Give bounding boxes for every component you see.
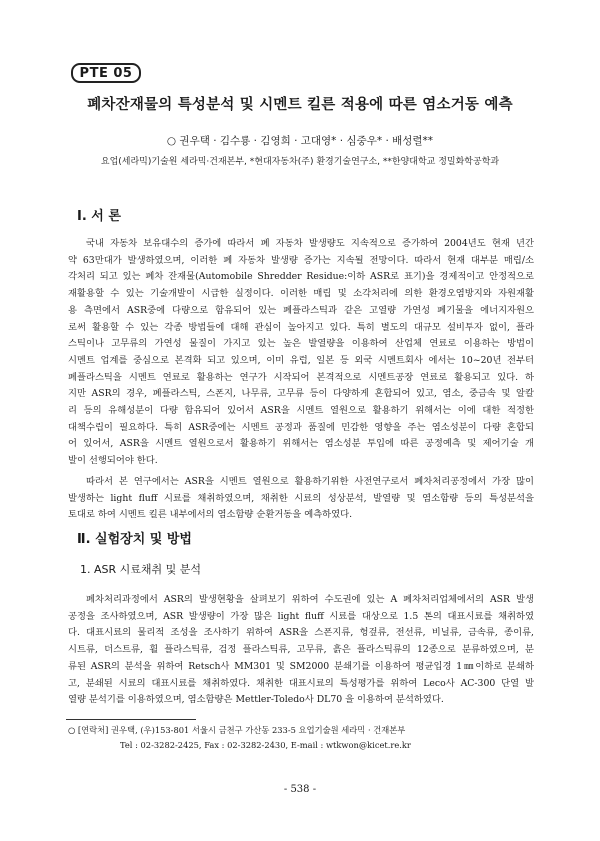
footnote-line: Tel : 02-3282-2425, Fax : 02-3282-2430, E-mail : wtkwon@kicet.re.kr (120, 739, 411, 750)
text-line: 스틱이나 고무류의 가연성 물질이 가지고 있는 높은 발열량을 이용하여 산업체 연료로 이용하는 방법이 (68, 338, 534, 350)
text-line: 따라서 본 연구에서는 ASR을 시멘트 열원으로 활용하기위한 사전연구로서 폐차처리공정에서 가장 많이 (86, 476, 534, 487)
text-line: 다. 대표시료의 물리적 조성을 조사하기 위하여 ASR을 스폰지류, 헝겊류, 전선류, 비닐류, 금속류, 종이류, (68, 627, 534, 639)
methods-paragraph-1 (68, 592, 534, 709)
text-line: 열량 분석기를 이용하였으며, 염소함량은 Mettler-Toledo사 DL70 을 이용하여 분석하였다. (68, 694, 444, 706)
text-line: 토대로 하여 시멘트 킬른 내부에서의 염소함량 순환거동을 예측하였다. (68, 509, 353, 521)
affiliation: 요업(세라믹)기술원 세라믹·건재본부, *현대자동차(주) 환경기술연구소, **한양대학교 정밀화학공학과 (100, 157, 500, 167)
intro-paragraph-1 (68, 236, 534, 470)
text-line: 약 63만대가 발생하였으며, 이러한 폐 자동차 발생량 증가는 지속될 전망이다. 따라서 현재 대부분 매립/소 (68, 254, 534, 266)
text-line: 어 있어서, ASR을 시멘트 열원으로서 활용하기 위해서는 염소성분 투입에 따른 공정예측 및 제어기술 개 (68, 438, 534, 450)
text-line: 류된 ASR의 분석을 위하여 Retsch사 MM301 및 SM2000 분쇄기를 이용하여 평균입경 1㎜이하로 분쇄하 (68, 660, 534, 672)
text-line: 공정을 조사하였으며, ASR 발생량이 가장 많은 light fluff 시료를 대상으로 1.5 톤의 대표시료를 채취하였 (68, 610, 534, 622)
text-line: 대책수립이 필요하다. 특히 ASR중에는 시멘트 공정과 품질에 민감한 영향을 주는 염소성분이 다량 혼합되 (68, 421, 534, 433)
text-line: 국내 자동차 보유대수의 증가에 따라서 폐 자동차 발생량도 지속적으로 증가하여 2004년도 현재 년간 (86, 238, 534, 249)
text-line: 리 등의 유해성분이 다량 함유되어 있어서 ASR을 시멘트 열원으로 활용하기 위해서는 이에 대한 적정한 (68, 405, 534, 417)
text-line: 시트류, 더스트류, 휠 플라스틱류, 검정 플라스틱류, 고무류, 흙은 플라스틱류의 12종으로 분류하였으며, 분 (68, 644, 534, 656)
text-line: 발이 선행되어야 한다. (68, 455, 158, 467)
subsection-heading-sampling: 1. ASR 시료채취 및 분석 (80, 563, 202, 576)
text-line: 폐플라스틱을 시멘트 연료로 활용하는 연구가 시작되어 본격적으로 시멘트공장 연료로 활용되고 있다. 하 (68, 371, 534, 383)
text-line: 지만 ASR의 경우, 폐플라스틱, 스폰지, 나무류, 고무류 등이 다양하게 혼합되어 있고, 염소, 중금속 및 알칼 (68, 388, 534, 400)
text-line: 용 측면에서 ASR중에 다량으로 함유되어 있는 폐플라스틱과 같은 고열량 가연성 폐기물을 에너지자원으 (68, 304, 534, 316)
intro-paragraph-2 (68, 474, 534, 524)
footnote-line: ○ [연락처] 권우택, (우)153-801 서울시 금천구 가산동 233-5 요업기술원 세라믹 · 건재본부 (68, 725, 406, 735)
footnote-divider (66, 719, 196, 720)
text-line: 고, 분쇄된 시료의 대표시료를 채취하였다. 채취한 대표시료의 특성평가를 위하여 Leco사 AC-300 단열 발 (68, 677, 534, 689)
text-line: 시멘트 업계를 중심으로 본격화 되고 있으며, 이미 유럽, 일본 등 외국 시멘트회사 에서는 10~20년 전부터 (68, 354, 534, 366)
section-heading-introduction: Ⅰ. 서 론 (77, 209, 121, 224)
contact-footnote (68, 723, 411, 752)
paper-title: 폐차잔재물의 특성분석 및 시멘트 킬른 적용에 따른 염소거동 예측 (87, 97, 513, 113)
text-line: 각처리 되고 있는 폐차 잔재물(Automobile Shredder Residue:이하 ASR로 표기)을 경제적이고 안정적으로 (68, 271, 534, 283)
author-list: ○ 권우택 · 김수룡 · 김영희 · 고대영* · 심중우* · 배성렬** (166, 135, 434, 147)
text-line: 재활용할 수 있는 기술개발이 시급한 실정이다. 이러한 매립 및 소각처리에 의한 환경오염방지와 자원재활 (68, 288, 534, 300)
session-code-badge: PTE 05 (71, 63, 141, 83)
text-line: 로써 활용할 수 있는 각종 방법들에 대해 관심이 높아지고 있다. 특히 별도의 대규모 설비투자 없이, 플라 (68, 321, 534, 333)
text-line: 발생하는 light fluff 시료를 채취하였으며, 채취한 시료의 성상분석, 발열량 및 염소함량 등의 특성분석을 (68, 492, 534, 504)
text-line: 폐차처리과정에서 ASR의 발생현황을 살펴보기 위하여 수도권에 있는 A 폐차처리업체에서의 ASR 발생 (86, 594, 534, 605)
section-heading-methods: Ⅱ. 실험장치 및 방법 (77, 532, 192, 547)
page-number: - 538 - (283, 784, 317, 795)
